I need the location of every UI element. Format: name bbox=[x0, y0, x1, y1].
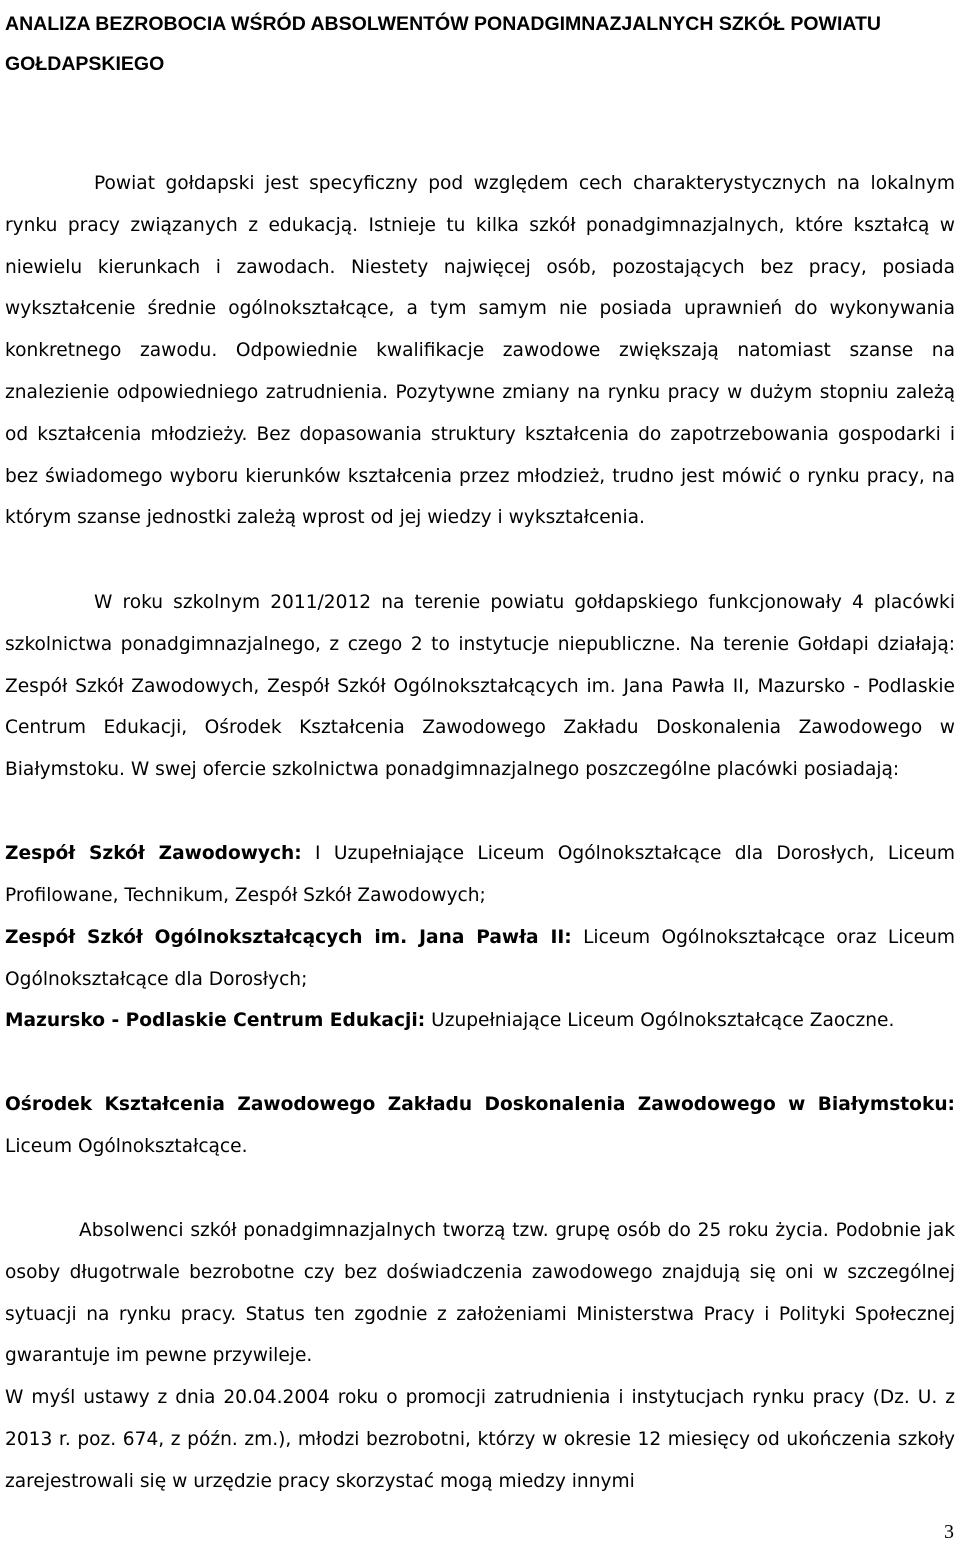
law-paragraph: W myśl ustawy z dnia 20.04.2004 roku o promocji zatrudnienia i instytucjach rynku pracy (Dz. U. z 2013 r. poz. 674, z późn. zm.), młodzi bezrobotni, którzy w okresie 12 miesięcy od ukończenia szkoły zarejestrowali się w urzędzie pracy skorzystać mogą miedzy innymi bbox=[5, 1387, 955, 1492]
school-offer: I Uzupełniające Liceum Ogólnokształcące dla Dorosłych, Liceum Profilowane, Technikum, Zespół Szkół Zawodowych; bbox=[5, 843, 955, 906]
school-entry bbox=[5, 1084, 955, 1168]
school-name: Mazursko - Podlaskie Centrum Edukacji: bbox=[5, 1010, 426, 1031]
school-entry bbox=[5, 1000, 955, 1042]
school-name: Zespół Szkół Zawodowych: bbox=[5, 843, 302, 864]
page-number: 3 bbox=[944, 1521, 954, 1543]
schools-paragraph: W roku szkolnym 2011/2012 na terenie powiatu gołdapskiego funkcjonowały 4 placówki szkolnictwa ponadgimnazjalnego, z czego 2 to instytucje niepubliczne. Na terenie Gołdapi działają: Zespół Szkół Zawodowych, Zespół Szkół Ogólnokształcących im. Jana Pawła II, Mazursko - Podlaskie Centrum Edukacji, Ośrodek Kształcenia Zawodowego Zakładu Doskonalenia Zawodowego w Białymstoku. W swej ofercie szkolnictwa ponadgimnazjalnego poszczególne placówki posiadają: bbox=[5, 592, 955, 781]
school-entry bbox=[5, 833, 955, 917]
intro-paragraph: Powiat gołdapski jest specyficzny pod względem cech charakterystycznych na lokalnym rynku pracy związanych z edukacją. Istnieje tu kilka szkół ponadgimnazjalnych, które kształcą w niewielu kierunkach i zawodach. Niestety najwięcej osób, pozostających bez pracy, posiada wykształcenie średnie ogólnokształcące, a tym samym nie posiada uprawnień do wykonywania konkretnego zawodu. Odpowiednie kwalifikacje zawodowe zwiększają natomiast szanse na znalezienie odpowiedniego zatrudnienia. Pozytywne zmiany na rynku pracy w dużym stopniu zależą od kształcenia młodzieży. Bez dopasowania struktury kształcenia do zapotrzebowania gospodarki i bez świadomego wyboru kierunków kształcenia przez młodzież, trudno jest mówić o rynku pracy, na którym szanse jednostki zależą wprost od jej wiedzy i wykształcenia. bbox=[5, 173, 955, 529]
school-entry bbox=[5, 917, 955, 1001]
school-offer: Liceum Ogólnokształcące oraz Liceum Ogólnokształcące dla Dorosłych; bbox=[5, 927, 955, 990]
graduates-paragraph: Absolwenci szkół ponadgimnazjalnych tworzą tzw. grupę osób do 25 roku życia. Podobnie jak osoby długotrwale bezrobotne czy bez doświadczenia zawodowego znajdują się oni w szczególnej sytuacji na rynku pracy. Status ten zgodnie z założeniami Ministerstwa Pracy i Polityki Społecznej gwarantuje im pewne przywileje. bbox=[5, 1220, 955, 1367]
school-name: Zespół Szkół Ogólnokształcących im. Jana Pawła II: bbox=[5, 927, 572, 948]
document-title: ANALIZA BEZROBOCIA WŚRÓD ABSOLWENTÓW PONADGIMNAZJALNYCH SZKÓŁ POWIATU GOŁDAPSKIEGO bbox=[5, 13, 882, 75]
school-offer: Liceum Ogólnokształcące. bbox=[5, 1135, 248, 1157]
school-offer: Uzupełniające Liceum Ogólnokształcące Zaoczne. bbox=[425, 1010, 895, 1031]
school-name: Ośrodek Kształcenia Zawodowego Zakładu Doskonalenia Zawodowego w Białymstoku: bbox=[5, 1094, 955, 1115]
